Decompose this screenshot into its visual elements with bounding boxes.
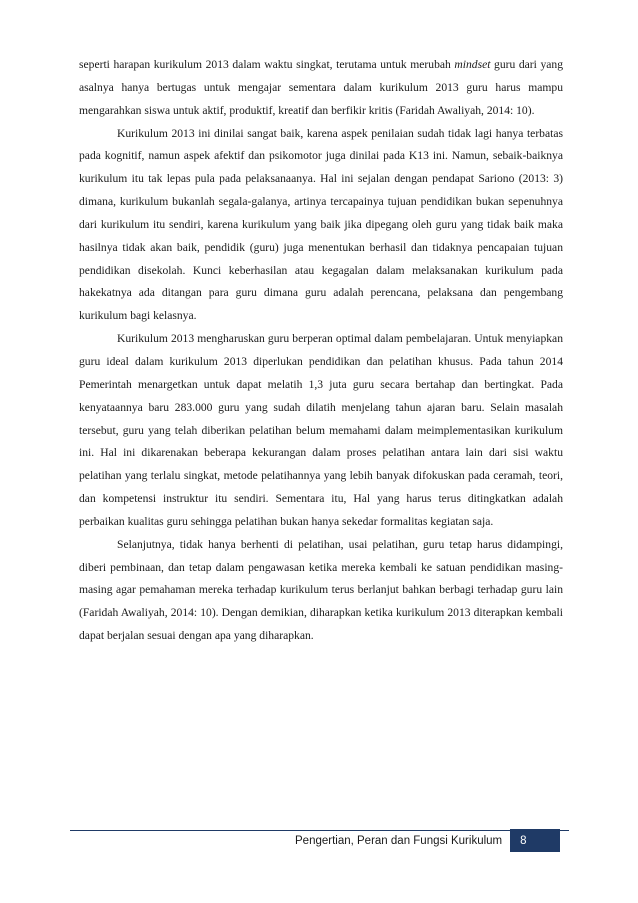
paragraph-1-text: seperti harapan kurikulum 2013 dalam waktu singkat, terutama untuk merubah [79, 58, 455, 71]
paragraph-3-text: Kurikulum 2013 mengharuskan guru berperan optimal dalam pembelajaran. Untuk menyiapkan guru ideal dalam kurikulum 2013 diperlukan pendidikan dan pelatihan khusus. Pada tahun 2014 Pemerintah menargetkan untuk dapat melatih 1,3 juta guru secara bertahap dan bertingkat. Pada kenyataannya baru 283.000 guru yang sudah dilatih menjelang tahun ajaran baru. Selain masalah tersebut, guru yang telah diberikan pelatihan belum memahami dalam meimplementasikan kurikulum ini. Hal ini dikarenakan beberapa kekurangan dalam proses pelatihan antara lain dari sisi waktu pelatihan yang terlalu singkat, metode pelatihannya yang lebih banyak difokuskan pada ceramah, teori, dan kompetensi instruktur itu sendiri. Sementara itu, Hal yang harus terus ditingkatkan adalah perbaikan kualitas guru sehingga pelatihan bukan hanya sekedar formalitas kegiatan saja. [79, 332, 563, 528]
paragraph-3 [79, 328, 563, 534]
page-footer [295, 829, 560, 852]
paragraph-4-text: Selanjutnya, tidak hanya berhenti di pelatihan, usai pelatihan, guru tetap harus didampingi, diberi pembinaan, dan tetap dalam pengawasan ketika mereka kembali ke satuan pendidikan masing-masing agar pemahaman mereka terhadap kurikulum terus berlanjut bahkan berbagi terhadap guru lain (Faridah Awaliyah, 2014: 10). Dengan demikian, diharapkan ketika kurikulum 2013 diterapkan kembali dapat berjalan sesuai dengan apa yang diharapkan. [79, 537, 563, 643]
paragraph-1 [79, 54, 563, 123]
paragraph-2-text: Kurikulum 2013 ini dinilai sangat baik, karena aspek penilaian sudah tidak lagi hanya terbatas pada kognitif, namun aspek afektif dan psikomotor juga dinilai pada K13 ini. Namun, sebaik-baiknya kurikulum itu tak lepas pula pada pelaksanaanya. Hal ini sejalan dengan pendapat Sariono (2013: 3) dimana, kurikulum bukanlah segala-galanya, artinya tercapainya tujuan pendidikan bukan sepenuhnya dari kurikulum itu sendiri, karena kurikulum yang baik jika dipegang oleh guru yang tidak baik maka hasilnya tidak akan baik, pendidik (guru) juga menentukan berhasil dan tidaknya pencapaian tujuan pendidikan disekolah. Kunci keberhasilan atau kegagalan dalam melaksanakan kurikulum pada hakekatnya ada ditangan para guru dimana guru adalah perencana, pelaksana dan pengembang kurikulum bagi kelasnya. [79, 126, 563, 323]
paragraph-1-text-continued: guru dari yang asalnya hanya bertugas untuk mengajar sementara dalam kurikulum 2013 guru harus mampu mengarahkan siswa untuk aktif, produktif, kreatif dan berfikir kritis (Faridah Awaliyah, 2014: 10). [79, 58, 563, 117]
page-number: 8 [520, 834, 527, 847]
paragraph-1-italic-term: mindset [454, 58, 491, 71]
body-text [79, 54, 563, 648]
paragraph-4 [79, 534, 563, 648]
footer-chapter-title: Pengertian, Peran dan Fungsi Kurikulum [295, 834, 503, 847]
paragraph-2 [79, 123, 563, 329]
page-number-badge [510, 829, 560, 852]
